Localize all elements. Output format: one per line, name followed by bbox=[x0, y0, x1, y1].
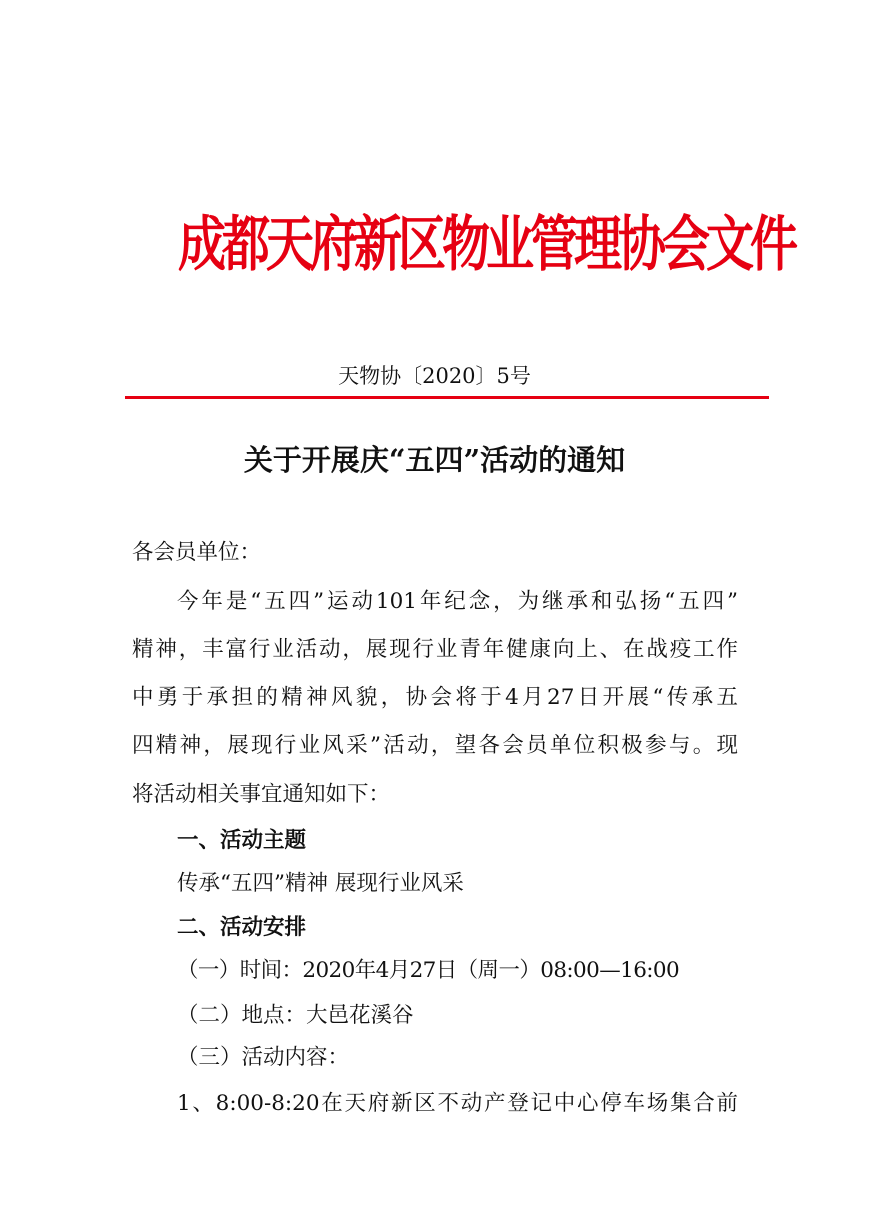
activity-content-heading: （三）活动内容： bbox=[177, 1045, 350, 1070]
intro-line: 将活动相关事宜通知如下： bbox=[132, 782, 391, 807]
intro-line: 今年是“五四”运动101年纪念，为继承和弘扬“五四” bbox=[177, 589, 738, 614]
masthead-title: 成都天府新区物业管理协会文件 bbox=[178, 210, 795, 280]
activity-place: （二）地点：大邑花溪谷 bbox=[177, 1003, 414, 1028]
notice-subject: 关于开展庆“五四”活动的通知 bbox=[243, 443, 626, 477]
intro-line: 四精神，展现行业风采”活动，望各会员单位积极参与。现 bbox=[132, 733, 738, 758]
document-number: 天物协〔2020〕5号 bbox=[338, 364, 531, 388]
red-divider bbox=[125, 396, 769, 399]
section-heading: 二、活动安排 bbox=[177, 915, 307, 940]
section-text: 传承“五四”精神 展现行业风采 bbox=[177, 871, 464, 896]
intro-line: 中勇于承担的精神风貌，协会将于4月27日开展“传承五 bbox=[132, 685, 738, 710]
intro-line: 精神，丰富行业活动，展现行业青年健康向上、在战疫工作 bbox=[132, 637, 738, 662]
activity-item: 1、8:00-8:20在天府新区不动产登记中心停车场集合前 bbox=[177, 1091, 738, 1116]
section-heading: 一、活动主题 bbox=[177, 828, 307, 853]
activity-time: （一）时间：2020年4月27日（周一）08:00—16:00 bbox=[177, 958, 680, 983]
salutation: 各会员单位： bbox=[132, 540, 262, 565]
